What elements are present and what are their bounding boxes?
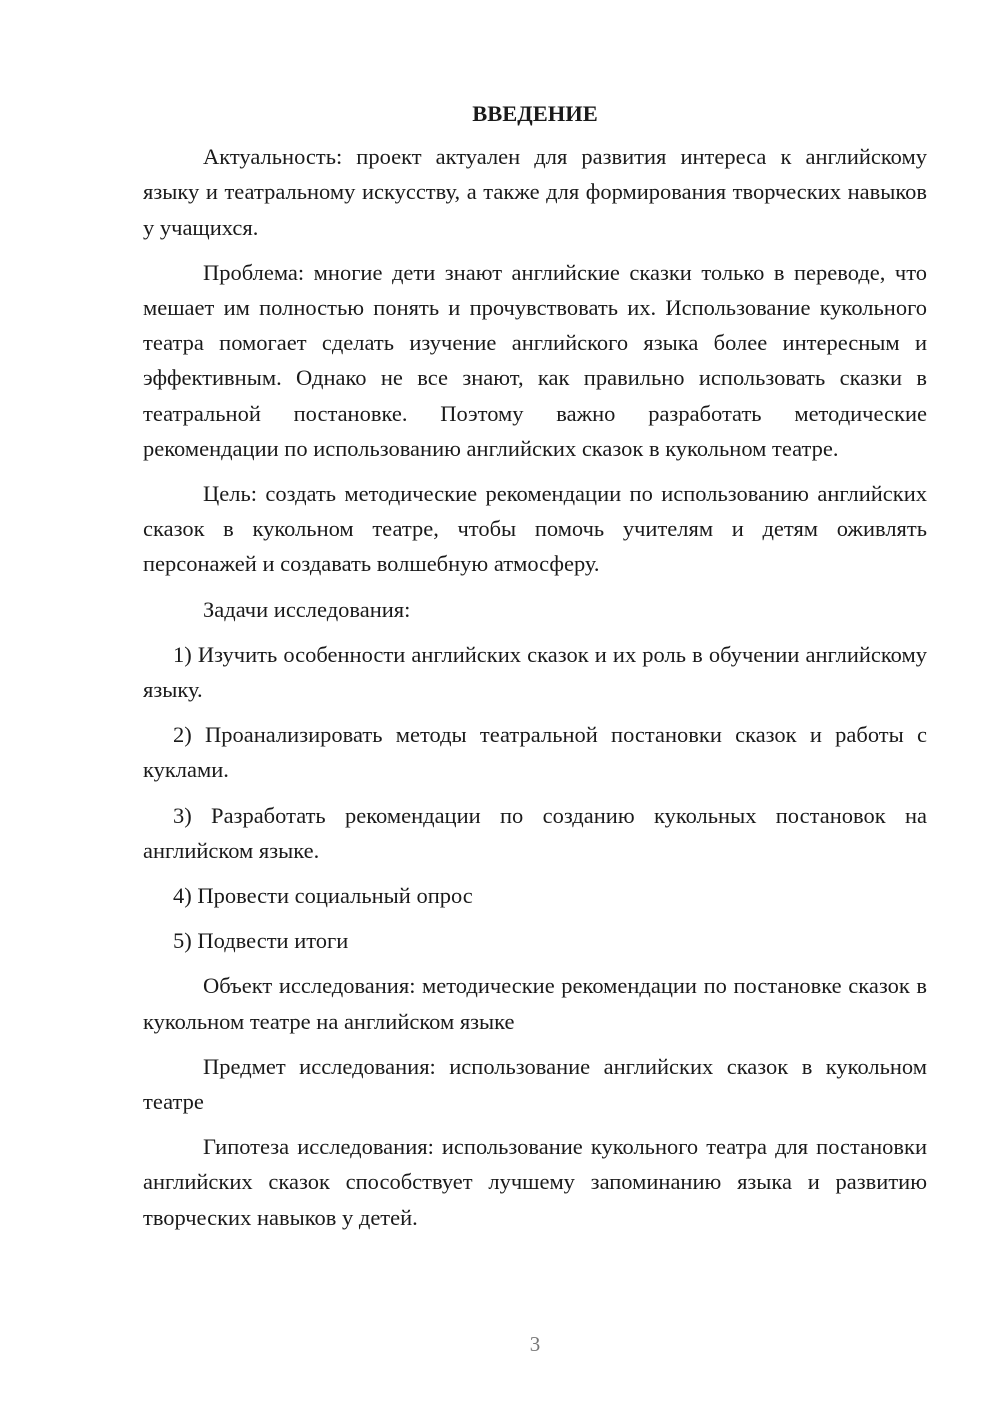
problem-paragraph: Проблема: многие дети знают английские сказки только в переводе, что мешает им полностью понять и прочувствовать их. Использование кукольного театра помогает сделать изучение английского языка более интересным и эффективным. Однако не все знают, как правильно использовать сказки в театральной постановке. Поэтому важно разработать методические рекомендации по использованию английских сказок в кукольном театре. bbox=[143, 259, 927, 461]
goal-paragraph: Цель: создать методические рекомендации по использованию английских сказок в кукольном театре, чтобы помочь учителям и детям оживлять персонажей и создавать волшебную атмосферу. bbox=[143, 481, 927, 577]
subject-paragraph: Предмет исследования: использование английских сказок в кукольном театре bbox=[143, 1053, 927, 1115]
tasks-heading: Задачи исследования: bbox=[203, 596, 411, 622]
task-item-4: 4) Провести социальный опрос bbox=[173, 883, 473, 909]
task-item-1: 1) Изучить особенности английских сказок и их роль в обучении английскому языку. bbox=[143, 641, 927, 703]
page-number: 3 bbox=[529, 1332, 541, 1356]
hypothesis-paragraph: Гипотеза исследования: использование кукольного театра для постановки английских сказок способствует лучшему запоминанию языка и развитию творческих навыков у детей. bbox=[143, 1134, 927, 1230]
object-paragraph: Объект исследования: методические рекомендации по постановке сказок в кукольном театре на английском языке bbox=[143, 973, 927, 1034]
section-title: ВВЕДЕНИЕ bbox=[472, 101, 598, 126]
relevance-paragraph: Актуальность: проект актуален для развития интереса к английскому языку и театральному искусству, а также для формирования творческих навыков у учащихся. bbox=[143, 144, 927, 240]
page-content bbox=[143, 96, 927, 1245]
task-item-3: 3) Разработать рекомендации по созданию кукольных постановок на английском языке. bbox=[143, 802, 927, 863]
task-item-2: 2) Проанализировать методы театральной постановки сказок и работы с куклами. bbox=[143, 722, 927, 783]
task-item-5: 5) Подвести итоги bbox=[173, 928, 349, 954]
